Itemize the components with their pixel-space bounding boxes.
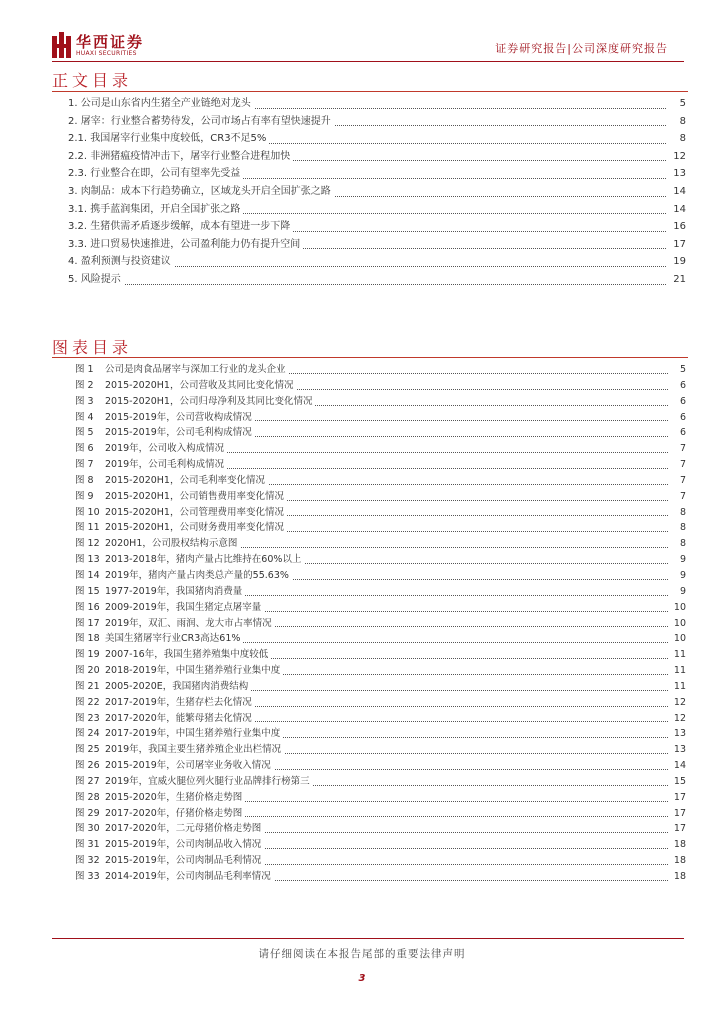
figure-item[interactable]: 图 26 2015-2019年，公司屠宰业务收入情况 14 xyxy=(75,758,686,774)
figure-item[interactable]: 图 4 2015-2019年，公司营收构成情况 6 xyxy=(75,410,686,426)
report-type-label: 证券研究报告|公司深度研究报告 xyxy=(495,42,668,55)
figure-item[interactable]: 图 10 2015-2020H1，公司管理费用率变化情况 8 xyxy=(75,505,686,521)
figure-item[interactable]: 图 5 2015-2019年，公司毛利构成情况 6 xyxy=(75,425,686,441)
figure-item[interactable]: 图 21 2005-2020E，我国猪肉消费结构 11 xyxy=(75,679,686,695)
figure-item[interactable]: 图 31 2015-2019年，公司肉制品收入情况 18 xyxy=(75,837,686,853)
figure-item[interactable]: 图 2 2015-2020H1，公司营收及其同比变化情况 6 xyxy=(75,378,686,394)
figure-list xyxy=(75,362,686,885)
toc-item[interactable]: 5. 风险提示 21 xyxy=(68,271,686,289)
figure-item[interactable]: 图 16 2009-2019年，我国生猪定点屠宰量 10 xyxy=(75,600,686,616)
header-divider xyxy=(52,61,684,62)
figure-item[interactable]: 图 1 公司是肉食品屠宰与深加工行业的龙头企业 5 xyxy=(75,362,686,378)
toc-item[interactable]: 4. 盈利预测与投资建议 19 xyxy=(68,253,686,271)
legal-disclaimer: 请仔细阅读在本报告尾部的重要法律声明 xyxy=(258,948,466,960)
toc-item[interactable]: 2. 屠宰：行业整合蓄势待发，公司市场占有率有望快速提升 8 xyxy=(68,113,686,131)
figure-item[interactable]: 图 33 2014-2019年，公司肉制品毛利率情况 18 xyxy=(75,869,686,885)
figure-item[interactable]: 图 25 2019年，我国主要生猪养殖企业出栏情况 13 xyxy=(75,742,686,758)
toc-item[interactable]: 2.3. 行业整合在即，公司有望率先受益 13 xyxy=(68,165,686,183)
toc-item[interactable]: 3. 肉制品：成本下行趋势确立，区域龙头开启全国扩张之路 14 xyxy=(68,183,686,201)
toc-item[interactable]: 3.3. 进口贸易快速推进，公司盈利能力仍有提升空间 17 xyxy=(68,236,686,254)
figure-item[interactable]: 图 12 2020H1，公司股权结构示意图 8 xyxy=(75,536,686,552)
figure-item[interactable]: 图 29 2017-2020年，仔猪价格走势图 17 xyxy=(75,806,686,822)
figure-item[interactable]: 图 9 2015-2020H1，公司销售费用率变化情况 7 xyxy=(75,489,686,505)
toc-title: 正文目录 xyxy=(52,71,133,90)
toc-title-rule xyxy=(52,91,688,92)
figures-title: 图表目录 xyxy=(52,338,133,357)
figure-item[interactable]: 图 7 2019年，公司毛利构成情况 7 xyxy=(75,457,686,473)
figure-item[interactable]: 图 19 2007-16年，我国生猪养殖集中度较低 11 xyxy=(75,647,686,663)
company-logo xyxy=(52,30,162,62)
figure-item[interactable]: 图 15 1977-2019年，我国猪肉消费量 9 xyxy=(75,584,686,600)
logo-text-cn: 华西证券 xyxy=(76,33,145,51)
figure-item[interactable]: 图 6 2019年，公司收入构成情况 7 xyxy=(75,441,686,457)
figure-item[interactable]: 图 8 2015-2020H1，公司毛利率变化情况 7 xyxy=(75,473,686,489)
toc-item[interactable]: 2.2. 非洲猪瘟疫情冲击下，屠宰行业整合进程加快 12 xyxy=(68,148,686,166)
huaxi-logo-icon xyxy=(52,32,72,58)
figure-item[interactable]: 图 32 2015-2019年，公司肉制品毛利情况 18 xyxy=(75,853,686,869)
toc-item[interactable]: 2.1. 我国屠宰行业集中度较低，CR3不足5% 8 xyxy=(68,130,686,148)
footer-divider xyxy=(52,938,684,939)
figure-item[interactable]: 图 23 2017-2020年，能繁母猪去化情况 12 xyxy=(75,711,686,727)
toc-item[interactable]: 3.2. 生猪供需矛盾逐步缓解，成本有望进一步下降 16 xyxy=(68,218,686,236)
page-number: 3 xyxy=(358,973,366,984)
figure-item[interactable]: 图 3 2015-2020H1，公司归母净利及其同比变化情况 6 xyxy=(75,394,686,410)
figure-item[interactable]: 图 17 2019年，双汇、雨润、龙大市占率情况 10 xyxy=(75,616,686,632)
logo-text-en: HUAXI SECURITIES xyxy=(76,50,137,57)
figure-item[interactable]: 图 27 2019年，宜威火腿位列火腿行业品牌排行榜第三 15 xyxy=(75,774,686,790)
figure-item[interactable]: 图 22 2017-2019年，生猪存栏去化情况 12 xyxy=(75,695,686,711)
figure-item[interactable]: 图 18 美国生猪屠宰行业CR3高达61% 10 xyxy=(75,631,686,647)
figure-item[interactable]: 图 20 2018-2019年，中国生猪养殖行业集中度 11 xyxy=(75,663,686,679)
toc-item[interactable]: 1. 公司是山东省内生猪全产业链绝对龙头 5 xyxy=(68,95,686,113)
figure-item[interactable]: 图 14 2019年，猪肉产量占肉类总产量的55.63% 9 xyxy=(75,568,686,584)
figure-item[interactable]: 图 13 2013-2018年，猪肉产量占比维持在60%以上 9 xyxy=(75,552,686,568)
figure-item[interactable]: 图 11 2015-2020H1，公司财务费用率变化情况 8 xyxy=(75,520,686,536)
figures-title-rule xyxy=(52,357,688,358)
toc-item[interactable]: 3.1. 携手蓝润集团，开启全国扩张之路 14 xyxy=(68,201,686,219)
figure-item[interactable]: 图 24 2017-2019年，中国生猪养殖行业集中度 13 xyxy=(75,726,686,742)
figure-item[interactable]: 图 28 2015-2020年，生猪价格走势图 17 xyxy=(75,790,686,806)
toc-list xyxy=(68,95,686,289)
figure-item[interactable]: 图 30 2017-2020年，二元母猪价格走势图 17 xyxy=(75,821,686,837)
